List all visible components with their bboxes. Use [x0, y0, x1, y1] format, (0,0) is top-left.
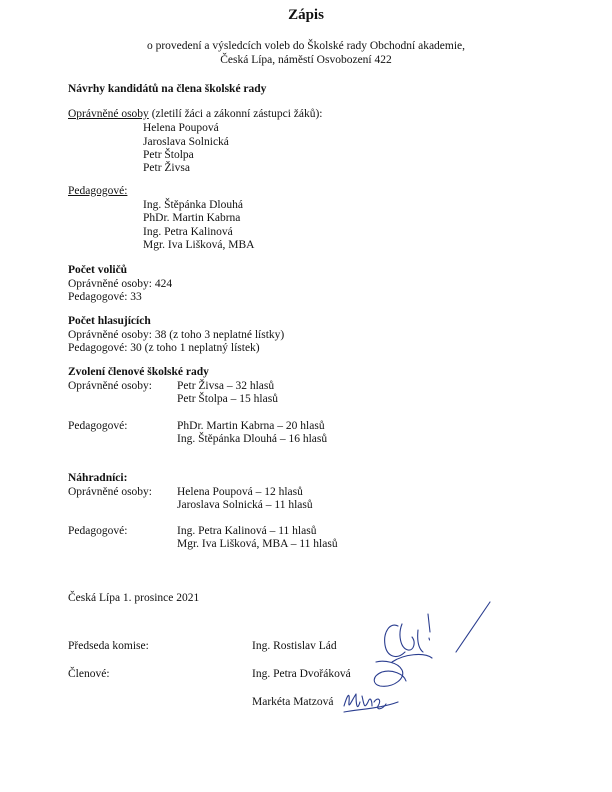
candidate-teacher-4: Mgr. Iva Lišková, MBA — [143, 239, 255, 251]
subtitle-line-2: Česká Lípa, náměstí Osvobození 422 — [220, 54, 392, 66]
subtitle-line-1: o provedení a výsledcích voleb do Školské rady Obchodní akademie, — [146, 40, 466, 52]
member-1-name: Ing. Petra Dvořáková — [252, 668, 351, 680]
chair-label: Předseda komise: — [68, 640, 149, 652]
substitute-eligible-1: Helena Poupová – 12 hlasů — [177, 486, 303, 498]
substitutes-heading: Náhradníci: — [68, 472, 128, 484]
candidates-heading: Návrhy kandidátů na člena školské rady — [68, 83, 267, 95]
candidate-eligible-3: Petr Štolpa — [143, 149, 194, 161]
voting-teachers: Pedagogové: 30 (z toho 1 neplatný lístek) — [68, 342, 260, 354]
members-label: Členové: — [68, 668, 110, 680]
voting-heading: Počet hlasujících — [68, 315, 151, 327]
voters-teachers: Pedagogové: 33 — [68, 291, 142, 303]
elected-eligible-2: Petr Štolpa – 15 hlasů — [177, 393, 278, 405]
voting-eligible: Oprávněné osoby: 38 (z toho 3 neplatné lístky) — [68, 329, 285, 341]
elected-teacher-1: PhDr. Martin Kabrna – 20 hlasů — [177, 420, 325, 432]
candidate-teacher-2: PhDr. Martin Kabrna — [143, 212, 241, 224]
elected-eligible-1: Petr Živsa – 32 hlasů — [177, 380, 275, 392]
chair-signature — [385, 614, 432, 662]
substitute-teacher-1: Ing. Petra Kalinová – 11 hlasů — [177, 525, 317, 537]
candidates-eligible-label: Oprávněné osoby — [68, 108, 149, 120]
candidates-teachers-label: Pedagogové: — [68, 185, 128, 197]
candidate-eligible-4: Petr Živsa — [143, 162, 190, 174]
document-title: Zápis — [288, 7, 324, 23]
diagonal-pen-stroke — [456, 602, 490, 652]
candidate-teacher-1: Ing. Štěpánka Dlouhá — [143, 199, 243, 211]
voters-heading: Počet voličů — [68, 264, 128, 276]
candidate-eligible-2: Jaroslava Solnická — [143, 136, 229, 148]
candidate-eligible-1: Helena Poupová — [143, 122, 219, 134]
member-2-name: Markéta Matzová — [252, 696, 334, 708]
substitute-teacher-2: Mgr. Iva Lišková, MBA – 11 hlasů — [177, 538, 338, 550]
substitutes-eligible-label: Oprávněné osoby: — [68, 486, 152, 498]
elected-teacher-2: Ing. Štěpánka Dlouhá – 16 hlasů — [177, 433, 328, 445]
elected-teachers-label: Pedagogové: — [68, 420, 128, 432]
candidate-teacher-3: Ing. Petra Kalinová — [143, 226, 233, 238]
voters-eligible: Oprávněné osoby: 424 — [68, 278, 173, 290]
member-1-signature — [374, 661, 406, 686]
elected-heading: Zvolení členové školské rady — [68, 366, 209, 378]
elected-eligible-label: Oprávněné osoby: — [68, 380, 152, 392]
chair-name: Ing. Rostislav Lád — [252, 640, 337, 652]
candidates-eligible-note: (zletilí žáci a zákonní zástupci žáků): — [148, 108, 323, 120]
substitute-eligible-2: Jaroslava Solnická – 11 hlasů — [177, 499, 313, 511]
member-2-signature — [344, 694, 398, 712]
place-date: Česká Lípa 1. prosince 2021 — [68, 592, 200, 604]
substitutes-teachers-label: Pedagogové: — [68, 525, 128, 537]
